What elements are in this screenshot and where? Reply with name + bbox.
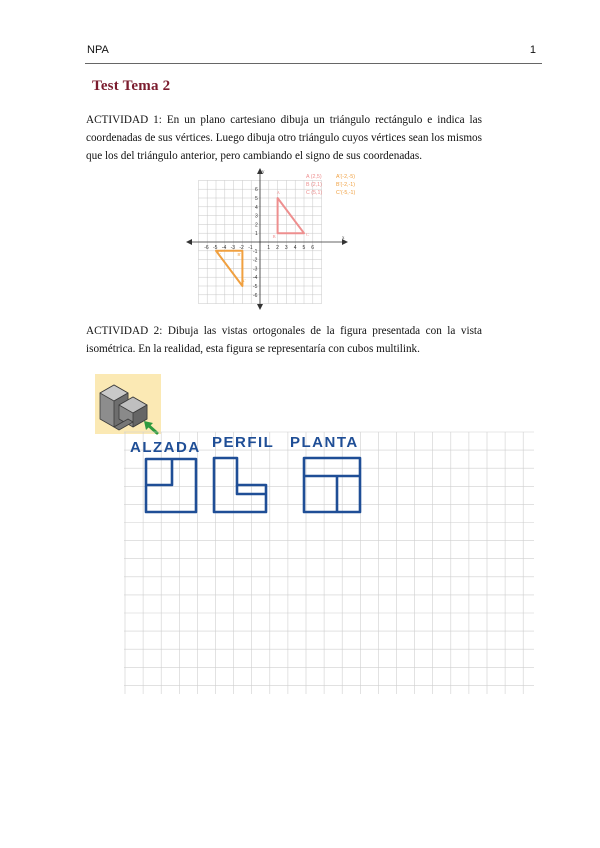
label-planta: PLANTA [290,434,359,451]
vertex-label: A [276,190,280,195]
y-tick-label: 1 [255,231,258,238]
page-number: 1 [529,44,536,56]
activity-2-text: ACTIVIDAD 2: Dibuja las vistas ortogonales de la figura presentada con la vista isométrica. En la realidad, esta figura se representaría con cubos multilink. [86,325,482,355]
vertex-label: C [306,232,310,238]
plane-tick-labels [204,187,314,299]
isometric-figure-image [95,374,161,436]
x-axis-arrow-left [186,239,192,245]
perfil-view [214,458,266,512]
vertex-label: A' [241,278,246,283]
header-rule [85,63,542,64]
y-axis-label: y [262,170,265,175]
x-tick-label: -5 [213,245,218,251]
x-axis-label: x [342,236,345,241]
y-tick-label: 5 [255,196,258,202]
document-title: Test Tema 2 [92,78,171,94]
cartesian-plane [184,166,404,310]
legend-coord-prime: C'(-5,-1) [336,190,356,196]
vertex-label: C' [218,249,222,255]
legend-coord-prime: A'(-2,-5) [336,174,355,180]
coordinates-legend [306,174,355,196]
y-tick-label: -1 [253,248,258,255]
x-tick-label: -6 [204,245,209,251]
legend-coord-prime: B'(-2,-1) [336,182,355,188]
x-tick-label: -3 [230,245,236,251]
vertex-label: B' [237,251,242,257]
y-tick-label: -5 [253,284,258,290]
y-tick-label: 3 [255,213,258,220]
y-tick-label: -4 [253,275,258,282]
view-drawings [146,458,360,512]
x-tick-label: -2 [239,245,244,251]
y-tick-label: -3 [253,266,258,273]
x-tick-label: 6 [311,245,315,251]
legend-coord: A (2,5) [306,174,322,180]
label-alzada: ALZADA [130,439,201,456]
x-tick-label: 4 [293,245,297,251]
alzada-view [146,459,196,512]
legend-coord: B (2,1) [306,182,322,188]
orthogonal-views-grid [124,428,534,694]
x-tick-label: 2 [276,245,279,251]
x-tick-label: 5 [302,245,306,251]
y-tick-label: 4 [255,204,258,211]
legend-coord: C (5,1) [306,190,323,196]
y-tick-label: -2 [253,257,258,264]
y-tick-label: 2 [255,222,258,229]
planta-view [304,458,360,512]
x-tick-label: -4 [221,245,227,251]
x-tick-label: -1 [248,245,253,251]
label-perfil: PERFIL [212,434,275,451]
y-tick-label: 6 [255,187,258,194]
y-axis-arrow-down [257,304,263,310]
y-tick-label: -6 [253,292,258,299]
x-tick-label: 1 [267,245,271,251]
vertex-label: B [272,234,276,240]
activity-1-text: ACTIVIDAD 1: En un plano cartesiano dibuja un triángulo rectángulo e indica las coordenadas de sus vértices. Luego dibuja otro triángulo cuyos vértices sean los mismos que los del triángulo anterior, pero cambiando el signo de sus coordenadas. [86,114,482,162]
square-grid [124,432,534,694]
x-tick-label: 3 [284,245,288,251]
view-labels [130,434,359,456]
page-header-left: NPA [87,44,109,56]
